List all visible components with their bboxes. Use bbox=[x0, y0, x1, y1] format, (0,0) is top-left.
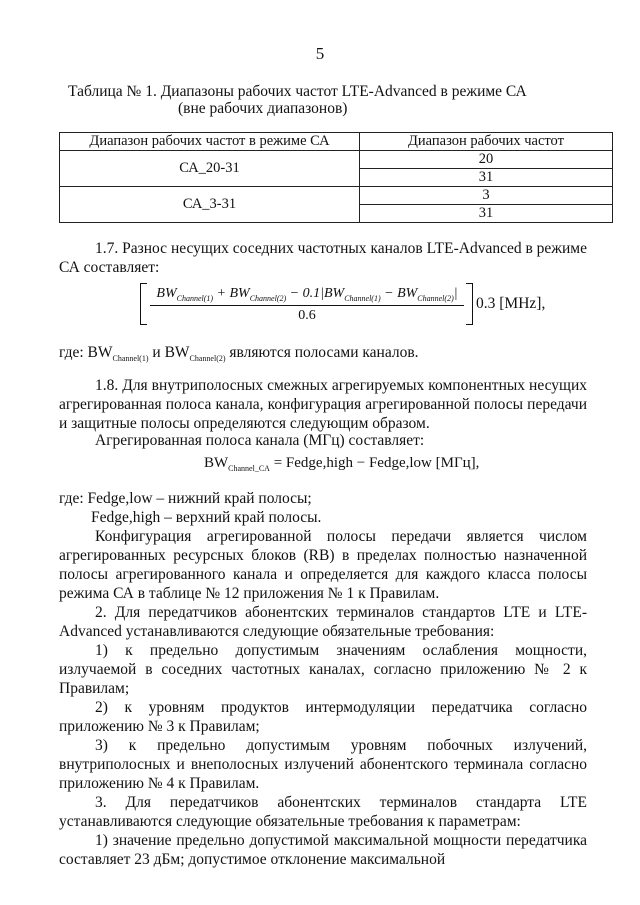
table-cell-band: 31 bbox=[360, 205, 613, 223]
bw-symbol: BW bbox=[397, 286, 418, 301]
where-fedge-low: где: Fedge,low – нижний край полосы; bbox=[59, 490, 312, 507]
table-caption bbox=[68, 83, 527, 117]
minus-sign: − bbox=[289, 286, 300, 301]
bracket-left bbox=[140, 283, 147, 325]
item-2-1: 1) к предельно допустимым значениям ослабления мощности, излучаемой в соседних частотных каналах, согласно приложению № 2 к Правилам; bbox=[59, 642, 587, 697]
formula-tail bbox=[476, 295, 545, 313]
page-number: 5 bbox=[315, 44, 325, 63]
frequency-table bbox=[59, 132, 613, 223]
formula-aggregated-bw bbox=[204, 455, 479, 473]
bw-symbol: BW bbox=[229, 286, 250, 301]
table-row bbox=[60, 151, 613, 169]
table-header-ca-range: Диапазон рабочих частот в режиме СА bbox=[60, 133, 360, 151]
item-3-1: 1) значение предельно допустимой максимальной мощности передатчика составляет 23 дБм; допустимое отклонение максимальной bbox=[59, 832, 587, 868]
subscript-channel-1: Channel(1) bbox=[112, 354, 149, 364]
formula-denominator: 0.6 bbox=[298, 308, 316, 323]
subscript-channel-1: Channel(1) bbox=[344, 293, 381, 303]
conjunction: и bbox=[152, 344, 161, 361]
where-fedge-high: Fedge,high – верхний край полосы. bbox=[91, 509, 322, 526]
paragraph-1-7: 1.7. Разнос несущих соседних частотных каналов LTE-Advanced в режиме СА составляет: bbox=[59, 240, 587, 276]
formula-channel-spacing bbox=[140, 282, 560, 328]
table-cell-band: 31 bbox=[360, 169, 613, 187]
table-cell-band: 3 bbox=[360, 187, 613, 205]
bw-symbol: BW bbox=[156, 286, 177, 301]
subscript-channel-ca: Channel_CA bbox=[228, 464, 270, 473]
table-cell-ca-name: СА_3-31 bbox=[60, 187, 360, 223]
paragraph-aggregated: Агрегированная полоса канала (МГц) составляет: bbox=[95, 432, 425, 449]
paragraph-config: Конфигурация агрегированной полосы передачи является числом агрегированных ресурсных блоков (RB) в пределах полностью назначенной полосы агрегированного канала и определяется для каждого класса полосы режима СА в таблице № 12 приложения № 1 к Правилам. bbox=[59, 528, 587, 602]
bw-symbol: BW bbox=[164, 344, 190, 361]
fraction-bar bbox=[150, 305, 464, 306]
formula-rhs: = Fedge,high − Fedge,low bbox=[273, 455, 432, 471]
table-row bbox=[60, 187, 613, 205]
where-suffix: являются полосами каналов. bbox=[229, 344, 419, 361]
formula-unit: [MHz] bbox=[499, 295, 542, 312]
paragraph-2: 2. Для передатчиков абонентских терминалов стандартов LTE и LTE-Advanced устанавливаются следующие обязательные требования: bbox=[59, 604, 587, 640]
where-channels bbox=[59, 343, 587, 368]
item-2-3: 3) к предельно допустимым уровням побочных излучений, внутриполосных и внеполосных излучений абонентского терминала согласно приложению № 4 к Правилам. bbox=[59, 737, 587, 792]
caption-line-1: Таблица № 1. Диапазоны рабочих частот LTE-Advanced в режиме СА bbox=[68, 83, 527, 100]
bw-symbol: BW bbox=[204, 455, 229, 471]
bw-symbol: BW bbox=[323, 286, 345, 301]
formula-comma: , bbox=[475, 455, 480, 471]
table-header-row bbox=[60, 133, 613, 151]
subscript-channel-1: Channel(1) bbox=[176, 293, 214, 303]
subscript-channel-2: Channel(2) bbox=[189, 354, 226, 364]
subscript-channel-2: Channel(2) bbox=[417, 293, 454, 303]
bracket-right bbox=[466, 283, 473, 325]
table-cell-band: 20 bbox=[360, 151, 613, 169]
coefficient: 0.1 bbox=[302, 286, 321, 301]
where-prefix: где: bbox=[59, 344, 84, 361]
subscript-channel-2: Channel(2) bbox=[249, 293, 287, 303]
paragraph-1-8: 1.8. Для внутриполосных смежных агрегируемых компонентных несущих агрегированная полоса канала, конфигурация агрегированной полосы передачи и защитные полосы определяются следующим образом. bbox=[59, 377, 587, 432]
minus-sign: − bbox=[384, 286, 394, 301]
item-2-2: 2) к уровням продуктов интермодуляции передатчика согласно приложению № 3 к Правилам; bbox=[59, 699, 587, 735]
table-cell-ca-name: СА_20-31 bbox=[60, 151, 360, 187]
formula-numerator: $BW_{Channel(1)} + BW_{Channel(2)} - 0.1|BW_{Channel(1)} - BW_{Channel(2)}|$ bbox=[156, 286, 458, 303]
table-header-range: Диапазон рабочих частот bbox=[360, 133, 613, 151]
caption-line-2: (вне рабочих диапазонов) bbox=[178, 100, 348, 117]
plus-sign: + bbox=[216, 286, 226, 301]
formula-unit: [МГц] bbox=[435, 455, 476, 471]
formula-comma: , bbox=[541, 295, 546, 312]
formula-factor: 0.3 bbox=[476, 295, 496, 312]
paragraph-3: 3. Для передатчиков абонентских терминалов стандарта LTE устанавливаются следующие обязательные требования к параметрам: bbox=[59, 794, 587, 830]
bw-symbol: BW bbox=[87, 344, 113, 361]
